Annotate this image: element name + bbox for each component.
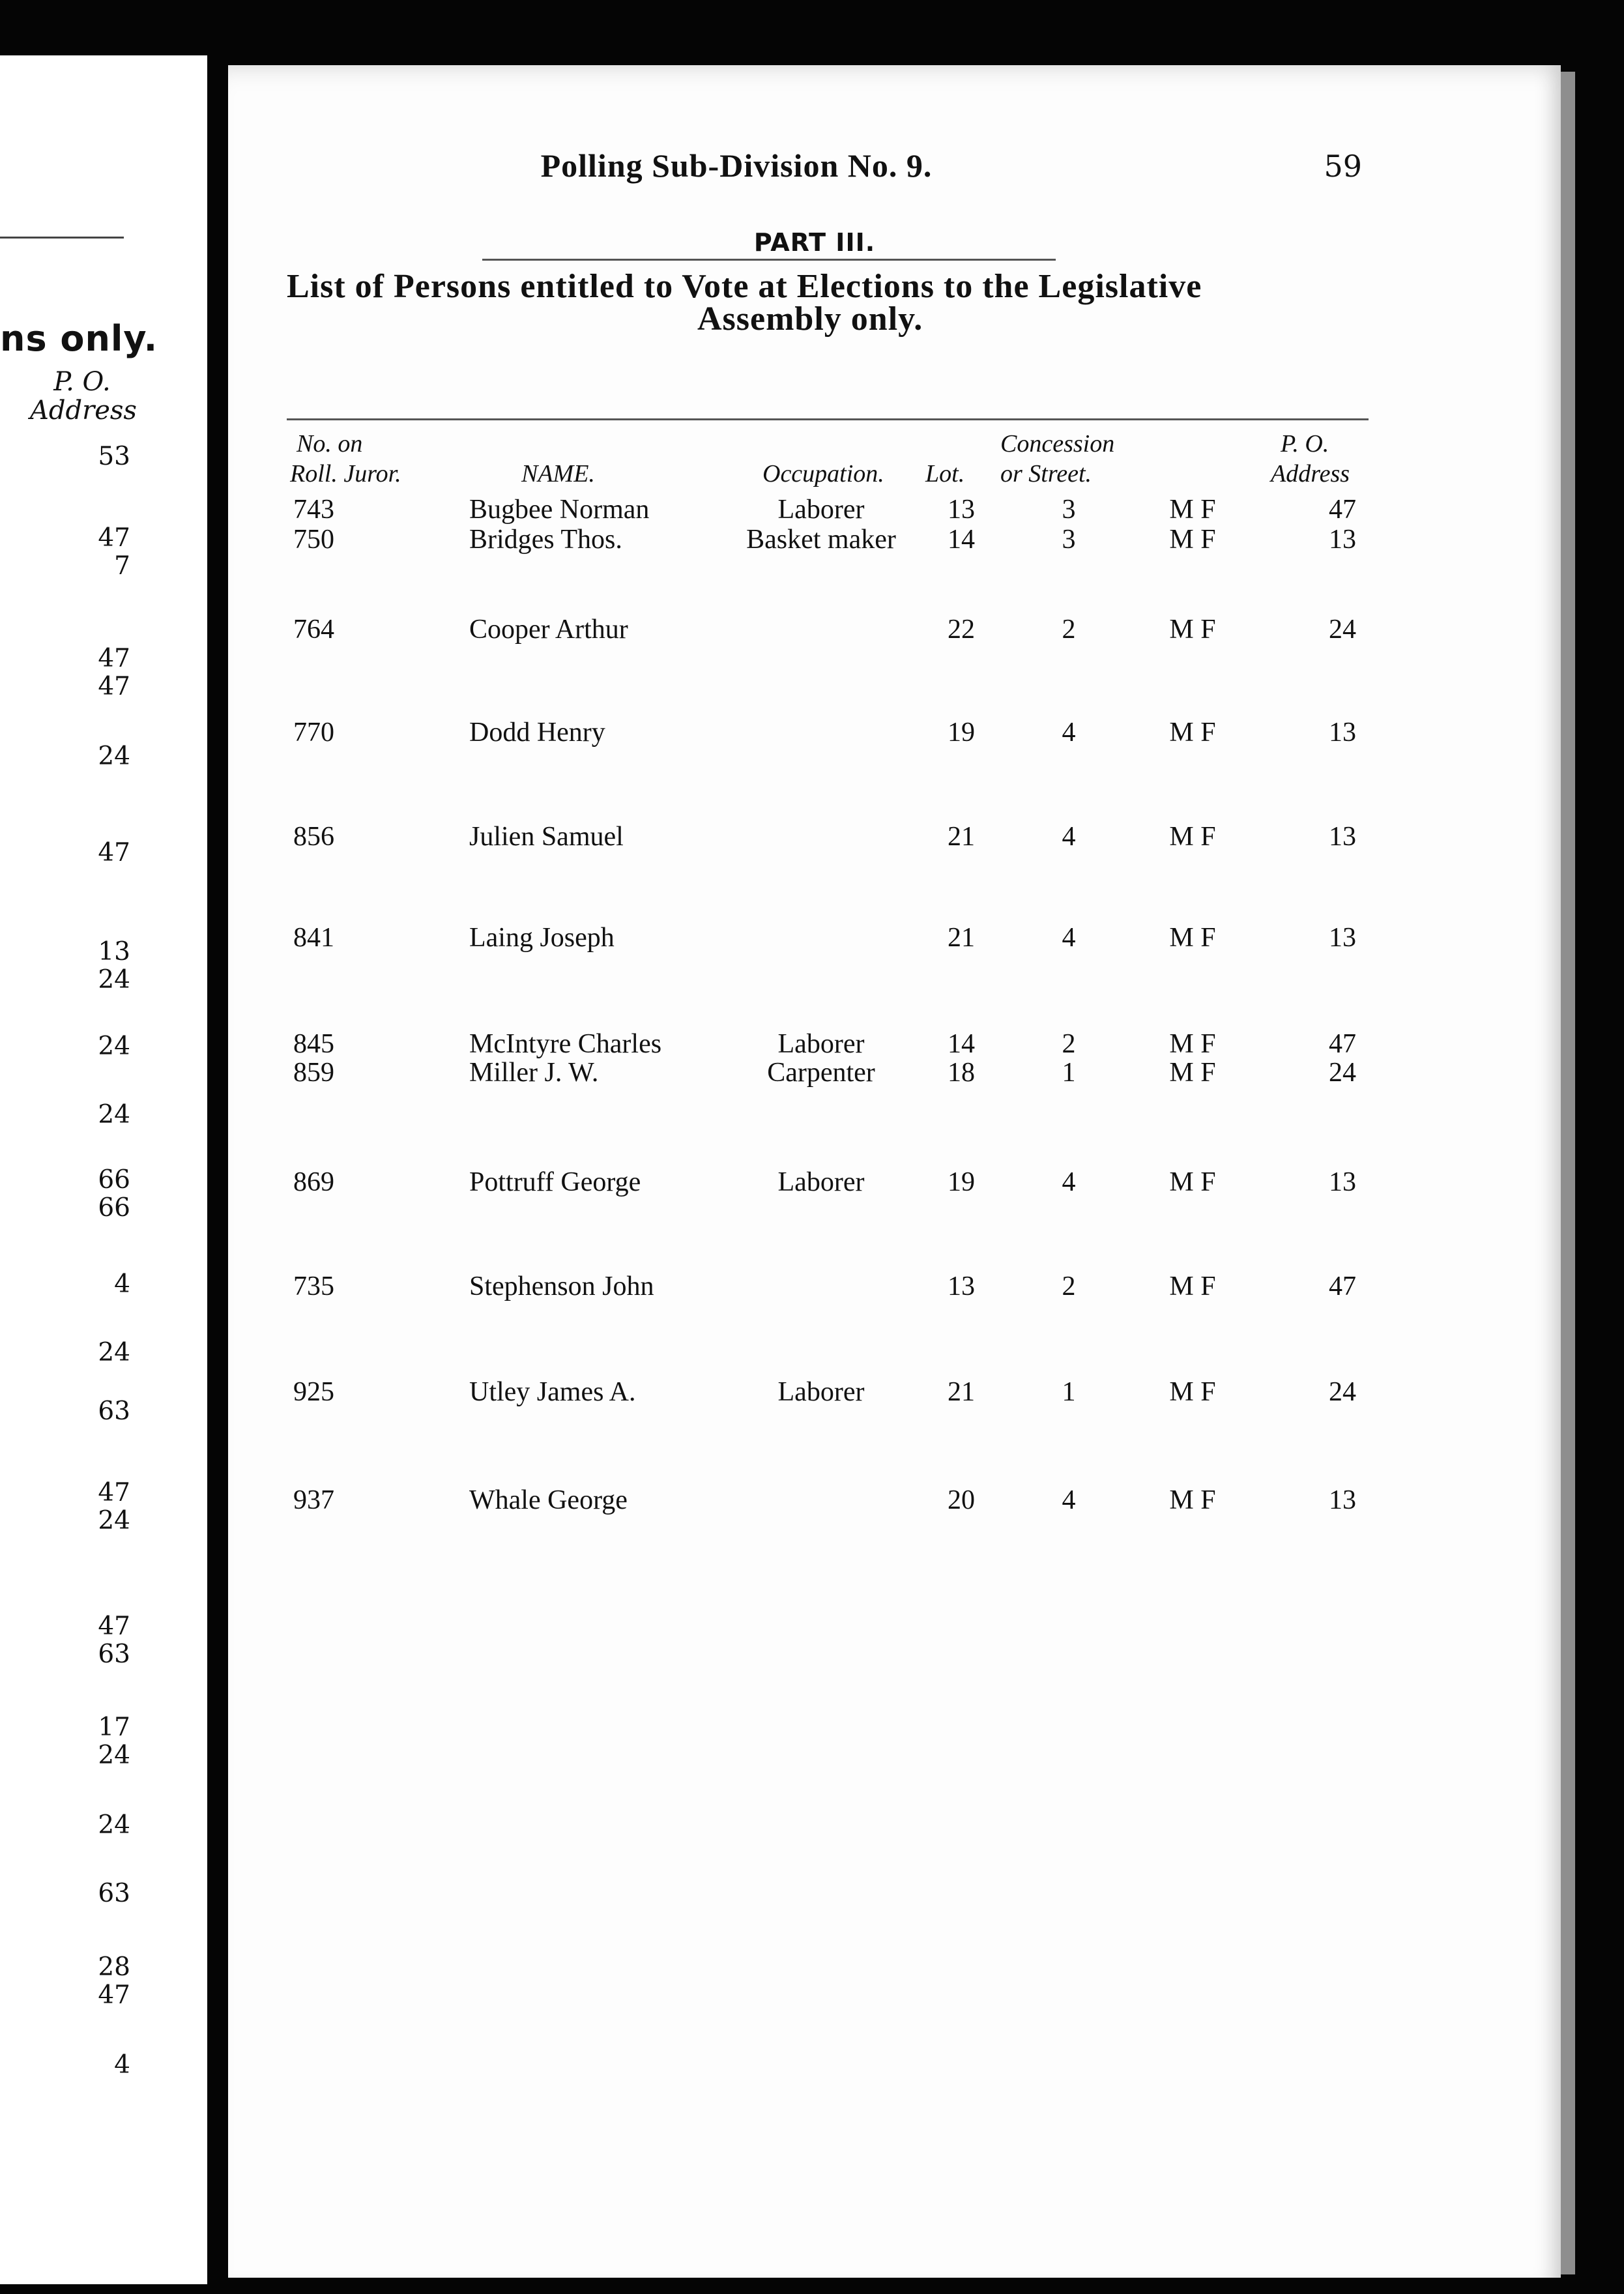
previous-page-strip xyxy=(0,55,207,2284)
occupation: Laborer xyxy=(777,495,865,525)
lot-number: 20 xyxy=(948,1485,975,1515)
concession: 2 xyxy=(1062,615,1076,645)
roll-number: 764 xyxy=(293,615,334,645)
col-roll-line1: No. on xyxy=(297,430,363,457)
title-rule xyxy=(482,259,1056,261)
left-page-header-address: Address xyxy=(30,396,137,426)
list-heading-line2: Assembly only. xyxy=(697,300,923,338)
voter-name: Laing Joseph xyxy=(469,923,615,953)
po-address: 13 xyxy=(1329,1167,1356,1197)
occupation: Laborer xyxy=(777,1029,865,1059)
roll-number: 743 xyxy=(293,495,334,525)
page-number: 59 xyxy=(1324,149,1362,184)
left-page-rule xyxy=(0,237,124,239)
left-page-header-po: P. O. xyxy=(53,367,111,397)
mf-mark: M F xyxy=(1169,1058,1216,1088)
mf-mark: M F xyxy=(1169,822,1216,852)
occupation: Basket maker xyxy=(746,525,896,555)
left-page-address: 66 xyxy=(98,1193,130,1223)
left-page-address: 47 xyxy=(98,1981,130,2010)
po-address: 13 xyxy=(1329,822,1356,852)
concession: 4 xyxy=(1062,1485,1076,1515)
left-page-address: 47 xyxy=(98,838,130,867)
heading-rule xyxy=(287,418,1369,420)
voter-name: Julien Samuel xyxy=(469,822,624,852)
roll-number: 735 xyxy=(293,1271,334,1301)
voter-name: Utley James A. xyxy=(469,1377,636,1407)
po-address: 13 xyxy=(1329,718,1356,748)
concession: 4 xyxy=(1062,822,1076,852)
mf-mark: M F xyxy=(1169,495,1216,525)
po-address: 24 xyxy=(1329,1377,1356,1407)
voter-name: Bugbee Norman xyxy=(469,495,650,525)
left-page-address: 28 xyxy=(98,1953,130,1982)
concession: 3 xyxy=(1062,525,1076,555)
roll-number: 856 xyxy=(293,822,334,852)
col-po-line1: P. O. xyxy=(1281,430,1329,457)
left-page-address: 24 xyxy=(98,965,130,995)
po-address: 13 xyxy=(1329,923,1356,953)
po-address: 24 xyxy=(1329,1058,1356,1088)
left-page-address: 4 xyxy=(114,1270,130,1299)
roll-number: 859 xyxy=(293,1058,334,1088)
page-title: Polling Sub-Division No. 9. xyxy=(540,147,933,184)
voter-name: Cooper Arthur xyxy=(469,615,628,645)
col-concession-line2: or Street. xyxy=(1000,460,1092,487)
left-page-address: 53 xyxy=(98,442,130,471)
lot-number: 14 xyxy=(948,525,975,555)
col-lot: Lot. xyxy=(925,460,965,487)
roll-number: 845 xyxy=(293,1029,334,1059)
left-page-address: 47 xyxy=(98,1612,130,1641)
left-page-address: 4 xyxy=(114,2050,130,2080)
col-name: NAME. xyxy=(521,460,595,487)
left-page-address: 17 xyxy=(98,1713,130,1742)
roll-number: 770 xyxy=(293,718,334,748)
po-address: 13 xyxy=(1329,1485,1356,1515)
left-page-address: 63 xyxy=(98,1397,130,1426)
voter-name: Dodd Henry xyxy=(469,718,605,748)
po-address: 47 xyxy=(1329,1029,1356,1059)
roll-number: 750 xyxy=(293,525,334,555)
concession: 4 xyxy=(1062,718,1076,748)
left-page-address: 7 xyxy=(114,551,130,581)
left-page-address: 47 xyxy=(98,523,130,553)
concession: 4 xyxy=(1062,923,1076,953)
list-heading-line1: List of Persons entitled to Vote at Elections to the Legislative xyxy=(287,268,1202,305)
col-occupation: Occupation. xyxy=(762,460,884,487)
lot-number: 18 xyxy=(948,1058,975,1088)
left-page-address: 24 xyxy=(98,1810,130,1840)
occupation: Laborer xyxy=(777,1377,865,1407)
left-page-address: 24 xyxy=(98,1338,130,1367)
lot-number: 21 xyxy=(948,923,975,953)
voter-name: Pottruff George xyxy=(469,1167,641,1197)
left-page-address: 24 xyxy=(98,1032,130,1061)
concession: 1 xyxy=(1062,1058,1076,1088)
lot-number: 14 xyxy=(948,1029,975,1059)
voter-name: Bridges Thos. xyxy=(469,525,622,555)
part-label: PART III. xyxy=(753,228,876,257)
left-page-address: 24 xyxy=(98,1741,130,1770)
mf-mark: M F xyxy=(1169,1271,1216,1301)
left-page-address: 47 xyxy=(98,644,130,673)
lot-number: 22 xyxy=(948,615,975,645)
mf-mark: M F xyxy=(1169,1029,1216,1059)
mf-mark: M F xyxy=(1169,923,1216,953)
left-page-address: 24 xyxy=(98,1100,130,1129)
left-page-address: 47 xyxy=(98,672,130,701)
voter-name: Miller J. W. xyxy=(469,1058,599,1088)
lot-number: 19 xyxy=(948,1167,975,1197)
lot-number: 13 xyxy=(948,495,975,525)
voter-name: Whale George xyxy=(469,1485,628,1515)
concession: 4 xyxy=(1062,1167,1076,1197)
mf-mark: M F xyxy=(1169,1377,1216,1407)
occupation: Laborer xyxy=(777,1167,865,1197)
mf-mark: M F xyxy=(1169,1485,1216,1515)
mf-mark: M F xyxy=(1169,718,1216,748)
concession: 2 xyxy=(1062,1271,1076,1301)
roll-number: 937 xyxy=(293,1485,334,1515)
po-address: 47 xyxy=(1329,495,1356,525)
concession: 2 xyxy=(1062,1029,1076,1059)
po-address: 24 xyxy=(1329,615,1356,645)
left-page-address: 24 xyxy=(98,1506,130,1535)
lot-number: 13 xyxy=(948,1271,975,1301)
lot-number: 21 xyxy=(948,822,975,852)
left-page-address: 66 xyxy=(98,1165,130,1195)
lot-number: 21 xyxy=(948,1377,975,1407)
po-address: 47 xyxy=(1329,1271,1356,1301)
left-page-title: ns only. xyxy=(0,318,158,359)
left-page-address: 47 xyxy=(98,1478,130,1507)
voter-name: Stephenson John xyxy=(469,1271,654,1301)
concession: 3 xyxy=(1062,495,1076,525)
page-edge xyxy=(1561,72,1575,2274)
roll-number: 869 xyxy=(293,1167,334,1197)
roll-number: 841 xyxy=(293,923,334,953)
concession: 1 xyxy=(1062,1377,1076,1407)
voter-name: McIntyre Charles xyxy=(469,1029,662,1059)
col-roll-line2: Roll. Juror. xyxy=(290,460,401,487)
roll-number: 925 xyxy=(293,1377,334,1407)
left-page-address: 13 xyxy=(98,937,130,966)
po-address: 13 xyxy=(1329,525,1356,555)
mf-mark: M F xyxy=(1169,525,1216,555)
mf-mark: M F xyxy=(1169,1167,1216,1197)
col-concession-line1: Concession xyxy=(1000,430,1115,457)
mf-mark: M F xyxy=(1169,615,1216,645)
occupation: Carpenter xyxy=(767,1058,875,1088)
left-page-address: 63 xyxy=(98,1879,130,1908)
lot-number: 19 xyxy=(948,718,975,748)
left-page-address: 24 xyxy=(98,742,130,771)
left-page-address: 63 xyxy=(98,1640,130,1669)
col-po-line2: Address xyxy=(1271,460,1350,487)
